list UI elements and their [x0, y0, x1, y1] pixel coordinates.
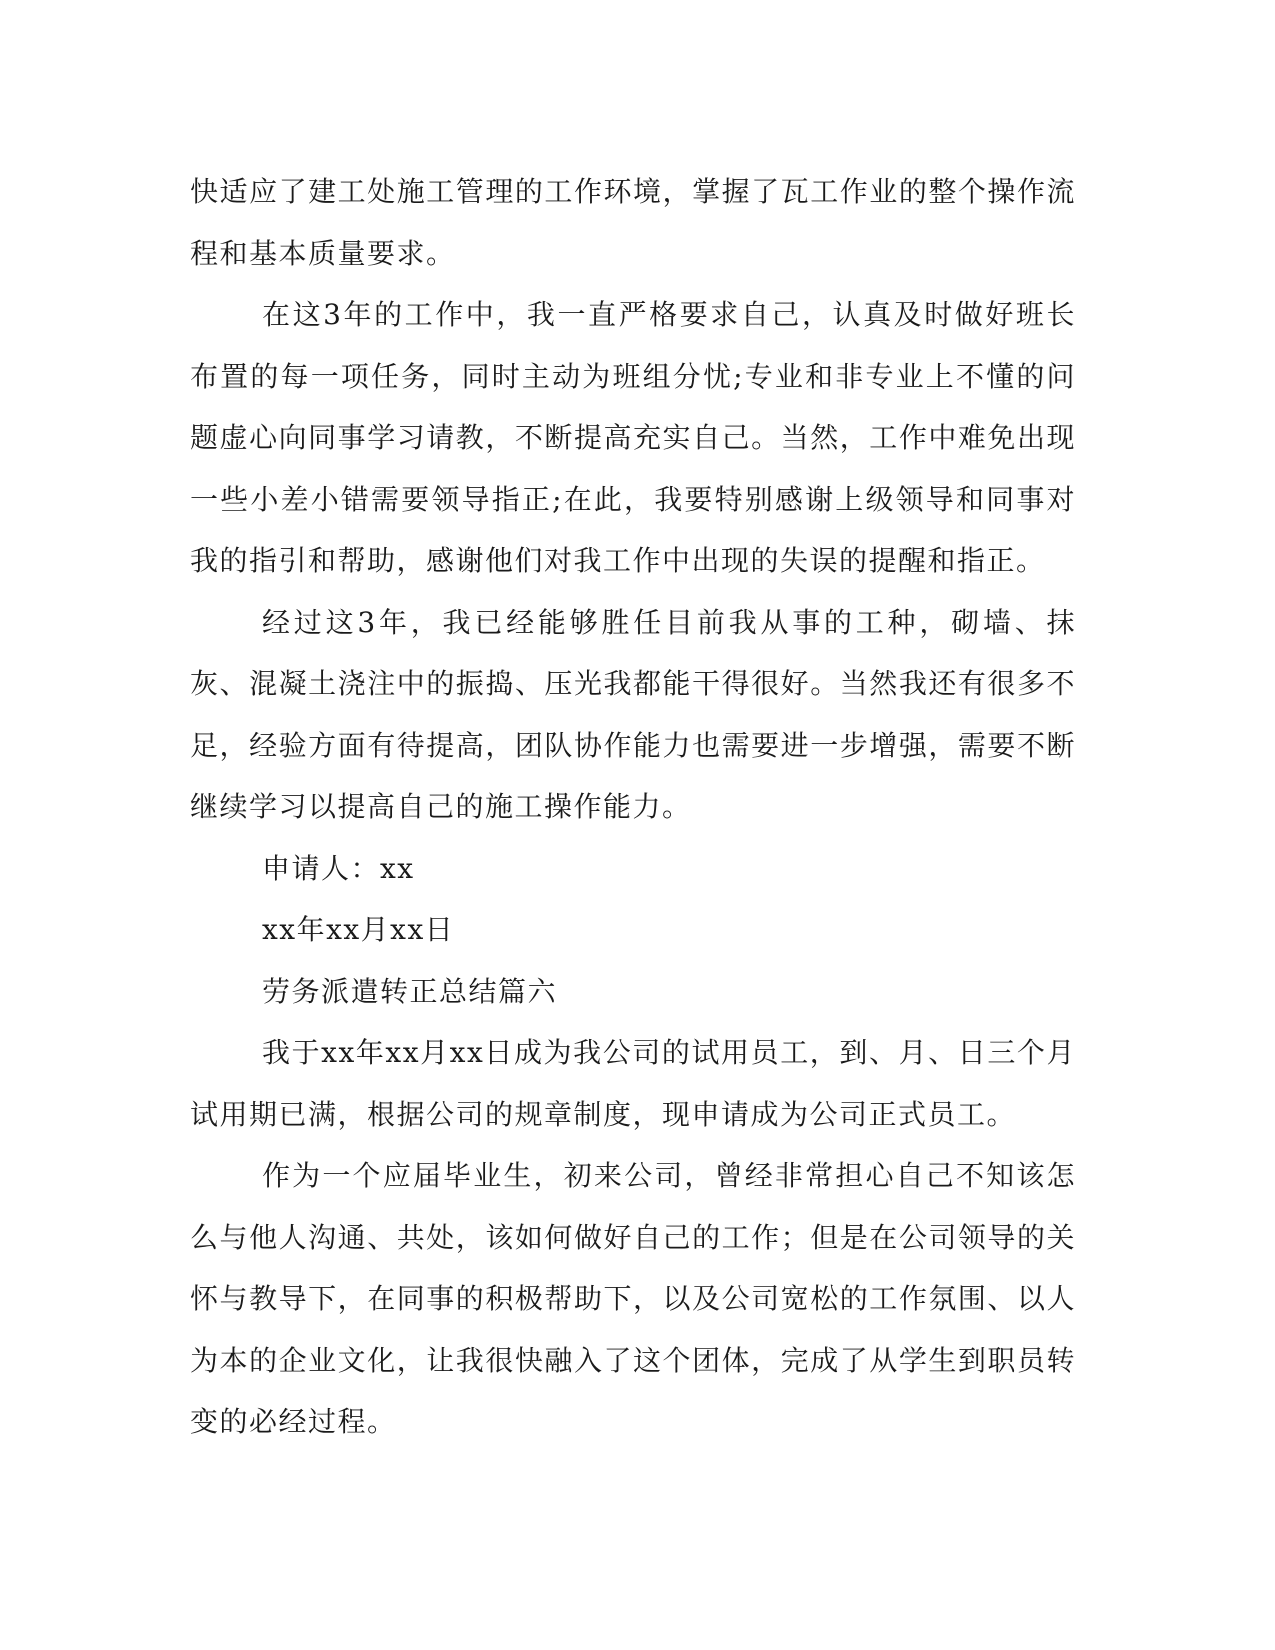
paragraph-continued: 快适应了建工处施工管理的工作环境，掌握了瓦工作业的整个操作流程和基本质量要求。 [190, 175, 1076, 270]
applicant-line: 申请人：xx [262, 851, 415, 885]
paragraph-probation: 我于xx年xx月xx日成为我公司的试用员工，到、月、日三个月试用期已满，根据公司的规章制度，现申请成为公司正式员工。 [190, 1036, 1076, 1131]
date-line: xx年xx月xx日 [262, 913, 455, 946]
document-body [190, 161, 1076, 1453]
paragraph-graduate: 作为一个应届毕业生，初来公司，曾经非常担心自己不知该怎么与他人沟通、共处，该如何做好自己的工作；但是在公司领导的关怀与教导下，在同事的积极帮助下，以及公司宽松的工作氛围、以人为本的企业文化，让我很快融入了这个团体，完成了从学生到职员转变的必经过程。 [190, 1159, 1076, 1438]
section-heading: 劳务派遣转正总结篇六 [262, 974, 558, 1008]
paragraph-work-experience: 在这3年的工作中，我一直严格要求自己，认真及时做好班长布置的每一项任务，同时主动为班组分忧;专业和非专业上不懂的问题虚心向同事学习请教，不断提高充实自己。当然，工作中难免出现一些小差小错需要领导指正;在此，我要特别感谢上级领导和同事对我的指引和帮助，感谢他们对我工作中出现的失误的提醒和指正。 [190, 298, 1076, 577]
paragraph-capability: 经过这3年，我已经能够胜任目前我从事的工种，砌墙、抹灰、混凝土浇注中的振捣、压光我都能干得很好。当然我还有很多不足，经验方面有待提高，团队协作能力也需要进一步增强，需要不断继续学习以提高自己的施工操作能力。 [190, 605, 1076, 823]
